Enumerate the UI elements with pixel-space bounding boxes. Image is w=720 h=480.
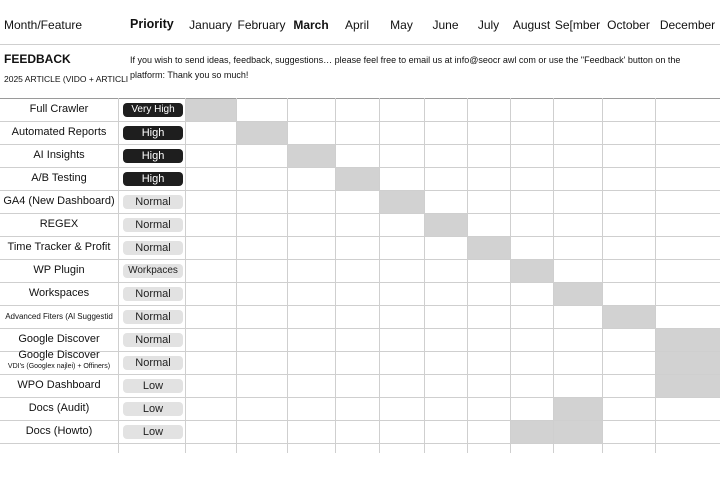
feature-name: REGEX — [39, 218, 79, 230]
feature-name: GA4 (New Dashboard) — [3, 195, 115, 207]
month-header: December — [659, 18, 716, 32]
priority-badge: Normal — [123, 356, 183, 370]
feature-name: A/B Testing — [31, 172, 87, 184]
feedback-title: FEEDBACK — [4, 52, 71, 66]
priority-badge: Workpaces — [123, 264, 183, 278]
scheduled-cell — [656, 352, 720, 374]
table-row — [0, 98, 720, 121]
table-row — [0, 282, 720, 305]
month-header: January — [189, 18, 232, 32]
priority-badge: Low — [123, 402, 183, 416]
feature-name: WP Plugin — [33, 264, 85, 276]
priority-badge: Low — [123, 425, 183, 439]
table-row — [0, 328, 720, 351]
priority-column-header: Priority — [130, 17, 174, 31]
month-header: June — [432, 18, 459, 32]
table-row — [0, 167, 720, 190]
scheduled-cell — [656, 375, 720, 397]
priority-badge: Normal — [123, 241, 183, 255]
scheduled-cell — [237, 122, 287, 144]
priority-badge: Low — [123, 379, 183, 393]
month-header: February — [237, 18, 286, 32]
scheduled-cell — [336, 168, 379, 190]
feature-name: Docs (Audit) — [28, 402, 90, 414]
feature-name: Workspaces — [28, 287, 90, 299]
feedback-subtitle: 2025 ARTICLE (VIDO + ARTICLI — [4, 74, 129, 84]
table-row — [0, 144, 720, 167]
scheduled-cell — [288, 145, 335, 167]
scheduled-cell — [554, 398, 602, 420]
grid-row-line — [0, 443, 720, 444]
scheduled-cell — [511, 421, 553, 443]
scheduled-cell — [656, 329, 720, 351]
feature-name: Docs (Howto) — [25, 425, 93, 437]
table-row — [0, 351, 720, 374]
feature-name: Full Crawler — [29, 103, 89, 115]
priority-badge: Normal — [123, 218, 183, 232]
scheduled-cell — [468, 237, 510, 259]
scheduled-cell — [380, 191, 424, 213]
feature-name: WPO Dashboard — [17, 379, 101, 391]
month-header: Se[mber — [554, 18, 601, 32]
priority-badge: Normal — [123, 310, 183, 324]
scheduled-cell — [425, 214, 467, 236]
table-row — [0, 397, 720, 420]
feature-name-line2: VDI's (Googlex najlei) + Offiners) — [7, 363, 111, 370]
priority-badge: Normal — [123, 195, 183, 209]
feature-name: Automated Reports — [11, 126, 107, 138]
table-row — [0, 259, 720, 282]
table-row — [0, 236, 720, 259]
priority-badge: Normal — [123, 287, 183, 301]
table-row — [0, 374, 720, 397]
table-header — [0, 0, 720, 45]
scheduled-cell — [554, 421, 602, 443]
priority-badge: High — [123, 126, 183, 140]
feature-name: Advanced Fiters (Al Suggestid — [5, 312, 113, 321]
table-row — [0, 305, 720, 328]
scheduled-cell — [511, 260, 553, 282]
feature-column-header: Month/Feature — [4, 18, 83, 32]
feedback-message: If you wish to send ideas, feedback, suggestions… please feel free to email us at info@seocr awl com or use the "Feedback' button on the platform: Thank you so much! — [130, 55, 681, 80]
priority-badge: High — [123, 172, 183, 186]
month-header: March — [293, 18, 329, 32]
month-header: April — [344, 18, 369, 32]
feature-name: AI Insights — [33, 149, 85, 161]
feature-name — [0, 350, 118, 372]
feedback-section — [0, 44, 720, 99]
priority-badge: High — [123, 149, 183, 163]
feature-name: Time Tracker & Profit — [7, 241, 111, 253]
month-header: May — [390, 18, 413, 32]
month-header: August — [512, 18, 551, 32]
priority-badge: Very High — [123, 103, 183, 117]
month-header: October — [607, 18, 650, 32]
table-row — [0, 121, 720, 144]
priority-badge: Normal — [123, 333, 183, 347]
table-row — [0, 190, 720, 213]
feature-name-line1: Google Discover — [18, 349, 100, 361]
scheduled-cell — [186, 99, 236, 121]
month-header: July — [477, 18, 500, 32]
scheduled-cell — [554, 283, 602, 305]
table-row — [0, 420, 720, 443]
feature-name: Google Discover — [18, 333, 100, 345]
table-row — [0, 213, 720, 236]
scheduled-cell — [603, 306, 655, 328]
